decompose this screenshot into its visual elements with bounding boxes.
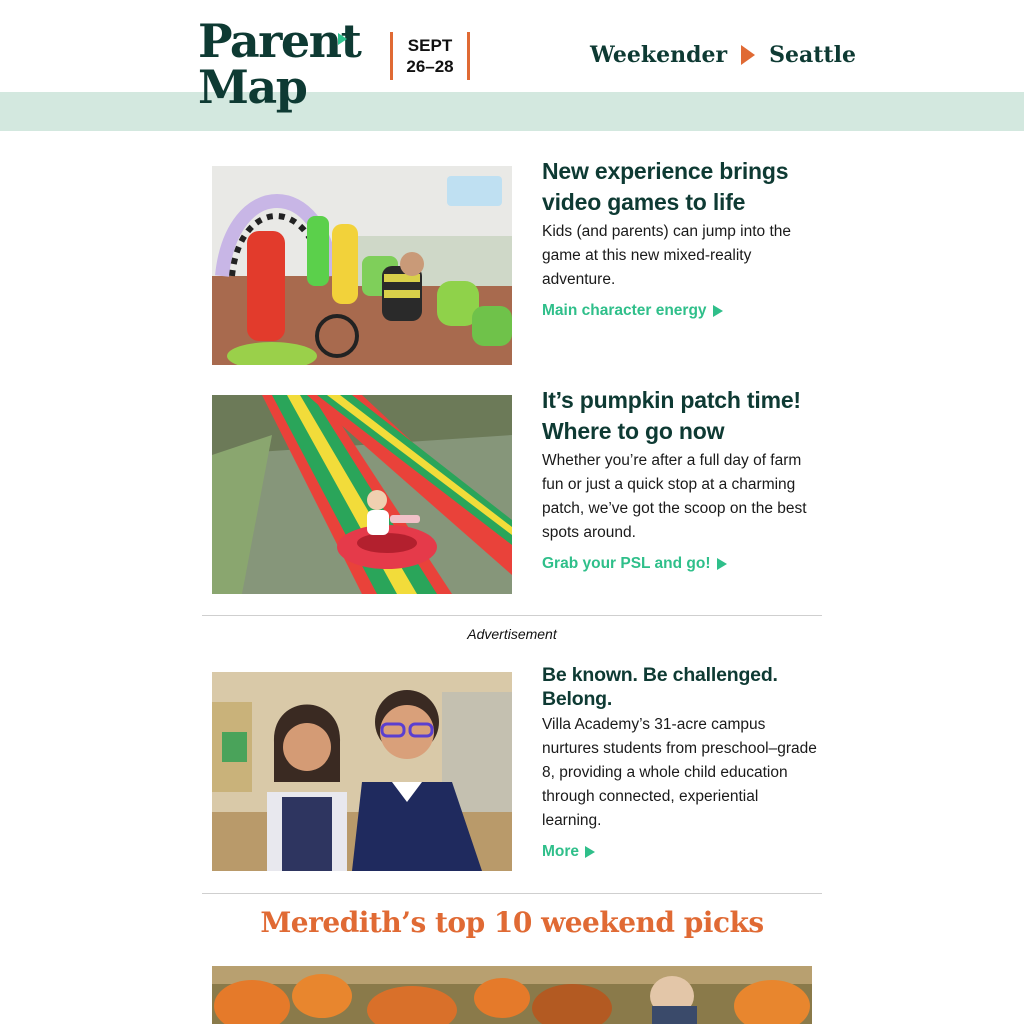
logo-line-1: Parent <box>198 14 361 68</box>
date-days: 26–28 <box>406 57 454 76</box>
logo-play-icon <box>338 33 347 45</box>
divider <box>202 615 822 616</box>
play-arrow-icon <box>717 558 727 570</box>
article-cta-link[interactable] <box>542 555 727 573</box>
edition-name: Weekender <box>590 42 728 68</box>
article-headline[interactable]: It’s pumpkin patch time! Where to go now <box>542 387 801 444</box>
date-month: SEPT <box>407 36 453 55</box>
advertisement-label: Advertisement <box>467 626 557 642</box>
divider <box>202 893 822 894</box>
ad-card <box>212 664 822 872</box>
cta-label: Grab your PSL and go! <box>542 555 711 572</box>
play-arrow-icon <box>585 846 595 858</box>
edition-label <box>590 40 856 70</box>
play-arrow-icon <box>713 305 723 317</box>
hero-image-pumpkins[interactable] <box>212 966 812 1024</box>
date-range-box <box>390 32 470 80</box>
logo-line-2: Map <box>198 60 307 114</box>
edition-city: Seattle <box>769 42 856 68</box>
cta-label: Main character energy <box>542 302 707 319</box>
play-triangle-icon <box>741 45 755 65</box>
article-description: Kids (and parents) can jump into the game at this new mixed-reality adventure. <box>542 223 791 288</box>
article-cta-link[interactable] <box>542 302 723 320</box>
cta-label: More <box>542 843 580 860</box>
section-title: Meredith’s top 10 weekend picks <box>260 906 764 939</box>
email-header <box>0 0 1024 131</box>
ad-image-students[interactable] <box>212 672 512 871</box>
article-text <box>542 156 822 320</box>
ad-cta-link[interactable] <box>542 843 595 861</box>
article-card <box>212 158 822 366</box>
article-card <box>212 387 822 595</box>
article-description: Whether you’re after a full day of farm fun or just a quick stop at a charming patch, we’ve got the scoop on the best spots around. <box>542 452 807 541</box>
ad-text <box>542 663 822 861</box>
ad-headline[interactable]: Be known. Be challenged. Belong. <box>542 664 778 710</box>
article-text <box>542 385 822 573</box>
article-image-video-games[interactable] <box>212 166 512 365</box>
article-headline[interactable]: New experience brings video games to life <box>542 158 789 215</box>
parentmap-logo[interactable] <box>198 14 361 114</box>
ad-description: Villa Academy’s 31-acre campus nurtures students from preschool–grade 8, providing a whole child education through connected, experiential learning. <box>542 716 817 829</box>
article-image-pumpkin-patch[interactable] <box>212 395 512 594</box>
